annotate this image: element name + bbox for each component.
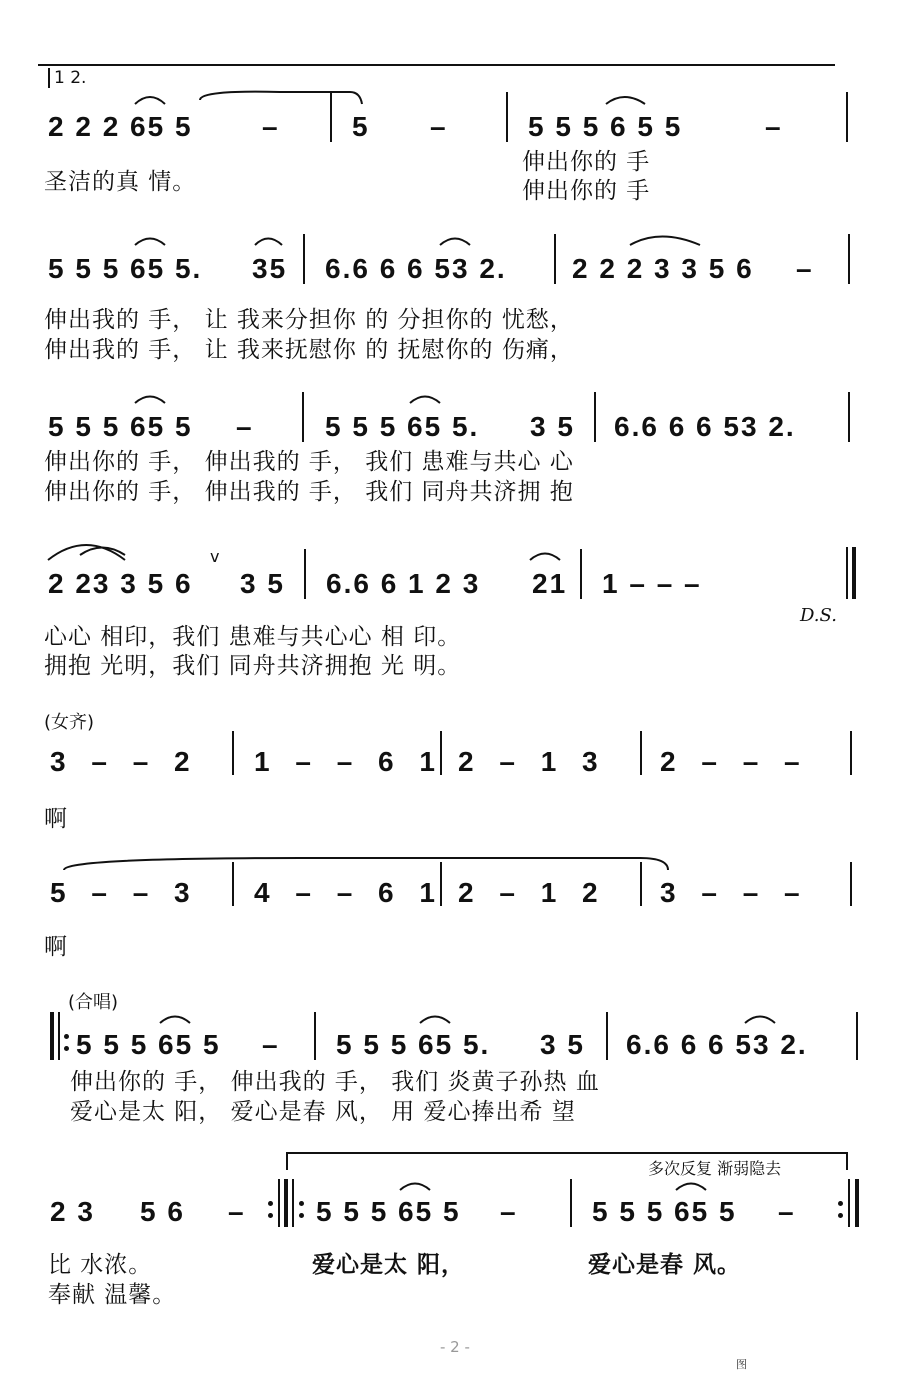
dash: – [500, 1196, 518, 1227]
notes-group: 5 5 5 65 5 [76, 1029, 221, 1060]
lyric-line: 啊 [44, 934, 68, 960]
barline [850, 731, 852, 775]
lyric-line: 伸出我的 手， 让 我来抚慰你 的 抚慰你的 伤痛， [44, 337, 574, 363]
dash: – [765, 111, 783, 142]
notes-group: 5 5 5 65 5 [48, 411, 193, 442]
lyric-line: 啊 [44, 806, 68, 832]
lyric-line: 比 水浓。 [48, 1252, 153, 1278]
notes-group: 2 2 2 65 5 [48, 111, 193, 142]
lyric-line: 伸出你的 手 [522, 149, 651, 175]
dash: – [796, 253, 814, 284]
repeat-bracket-end [846, 1152, 848, 1170]
section-label: (女齐) [44, 712, 95, 733]
barline [440, 731, 442, 775]
lyric-line: 伸出你的 手 [522, 178, 651, 204]
barline [580, 549, 582, 599]
repeat-bar-thin [278, 1179, 280, 1227]
volta-bracket: 1 2. [48, 68, 86, 88]
lyric-line: 爱心是春 风。 [588, 1252, 742, 1278]
barline [303, 234, 305, 284]
lyric-line: 伸出我的 手， 让 我来分担你 的 分担你的 忧愁， [44, 307, 574, 333]
measure: 3 – – 2 [50, 746, 192, 777]
page-number: - 2 - [440, 1338, 470, 1356]
barline [554, 234, 556, 284]
ds-marking: D.S. [800, 605, 837, 626]
notes-group: 3 5 [540, 1029, 585, 1060]
lyric-line: 爱心是太 阳， 爱心是春 风， 用 爱心捧出希 望 [70, 1099, 576, 1125]
lyric-line: 伸出你的 手， 伸出我的 手， 我们 炎黄子孙热 血 [70, 1069, 600, 1095]
notes-group: 3 5 [240, 568, 285, 599]
top-rule [38, 64, 835, 66]
section-label: (合唱) [68, 992, 119, 1013]
repeat-start-thick [50, 1012, 54, 1060]
notes-group: 6.6 6 6 53 2. [614, 411, 796, 442]
repeat-end-thick [855, 1179, 859, 1227]
repeat-bracket-end [286, 1152, 288, 1170]
notes-group: 5 5 5 65 5. [48, 253, 203, 284]
barline [330, 92, 332, 142]
barline [856, 1012, 858, 1060]
notes-group: 5 5 5 65 5. [325, 411, 480, 442]
final-barline [852, 547, 856, 599]
dash: – [236, 411, 254, 442]
notes-group: 6.6 6 6 53 2. [626, 1029, 808, 1060]
repeat-dot [268, 1213, 273, 1218]
lyric-line: 圣洁的真 情。 [44, 169, 197, 195]
measure: 2 – 1 3 [458, 746, 600, 777]
barline [506, 92, 508, 142]
repeat-end-thin [848, 1179, 850, 1227]
notes-group: 5 6 [140, 1196, 185, 1227]
notes-group: 2 2 2 3 3 5 6 [572, 253, 754, 284]
notes-group: 5 5 5 6 5 5 [528, 111, 683, 142]
notes-group: 6.6 6 1 2 3 [326, 568, 481, 599]
barline [594, 392, 596, 442]
barline [314, 1012, 316, 1060]
barline [570, 1179, 572, 1227]
notes-group: 6.6 6 6 53 2. [325, 253, 507, 284]
corner-mark: 图 [736, 1358, 747, 1371]
barline [440, 862, 442, 906]
measure: 1 – – 6 1 [254, 746, 437, 777]
measure: 2 – – – [660, 746, 802, 777]
dash: – [262, 1029, 280, 1060]
notes-group: 5 5 5 65 5. [336, 1029, 491, 1060]
repeat-dot [838, 1213, 843, 1218]
barline [232, 731, 234, 775]
notes-group: 1 – – – [602, 568, 702, 599]
repeat-bar-thick [284, 1179, 288, 1227]
repeat-dot [299, 1213, 304, 1218]
note: 5 [352, 111, 370, 142]
repeat-dot [268, 1201, 273, 1206]
notes-group: 2 23 3 5 6 [48, 568, 193, 599]
lyric-line: 心心 相印，我们 患难与共心心 相 印。 [44, 624, 462, 650]
repeat-bracket [286, 1152, 848, 1154]
breath-mark: v [210, 547, 220, 566]
lyric-line: 拥抱 光明，我们 同舟共济拥抱 光 明。 [44, 653, 462, 679]
barline [640, 862, 642, 906]
measure: 3 – – – [660, 877, 802, 908]
barline [846, 547, 848, 599]
measure: 2 – 1 2 [458, 877, 600, 908]
lyric-line: 伸出你的 手， 伸出我的 手， 我们 患难与共心 心 [44, 449, 574, 475]
dash: – [262, 111, 280, 142]
barline [640, 731, 642, 775]
barline [232, 862, 234, 906]
dash: – [778, 1196, 796, 1227]
notes-group: 5 5 5 65 5 [592, 1196, 737, 1227]
barline [848, 234, 850, 284]
barline [850, 862, 852, 906]
lyric-line: 奉献 温馨。 [48, 1282, 177, 1308]
lyric-line: 爱心是太 阳， [312, 1252, 466, 1278]
barline [304, 549, 306, 599]
dash: – [228, 1196, 246, 1227]
barline [302, 392, 304, 442]
repeat-dot [838, 1201, 843, 1206]
repeat-dot [64, 1034, 69, 1039]
repeat-start-thin [58, 1012, 60, 1060]
performance-note: 多次反复 渐弱隐去 [648, 1159, 782, 1178]
repeat-bar-thin [292, 1179, 294, 1227]
notes-group: 21 [532, 568, 568, 599]
measure: 5 – – 3 [50, 877, 192, 908]
measure: 4 – – 6 1 [254, 877, 437, 908]
notes-group: 2 3 [50, 1196, 95, 1227]
notes-group: 35 [252, 253, 288, 284]
dash: – [430, 111, 448, 142]
repeat-dot [64, 1046, 69, 1051]
barline [846, 92, 848, 142]
repeat-dot [299, 1201, 304, 1206]
notes-group: 5 5 5 65 5 [316, 1196, 461, 1227]
lyric-line: 伸出你的 手， 伸出我的 手， 我们 同舟共济拥 抱 [44, 479, 574, 505]
barline [848, 392, 850, 442]
barline [606, 1012, 608, 1060]
notes-group: 3 5 [530, 411, 575, 442]
